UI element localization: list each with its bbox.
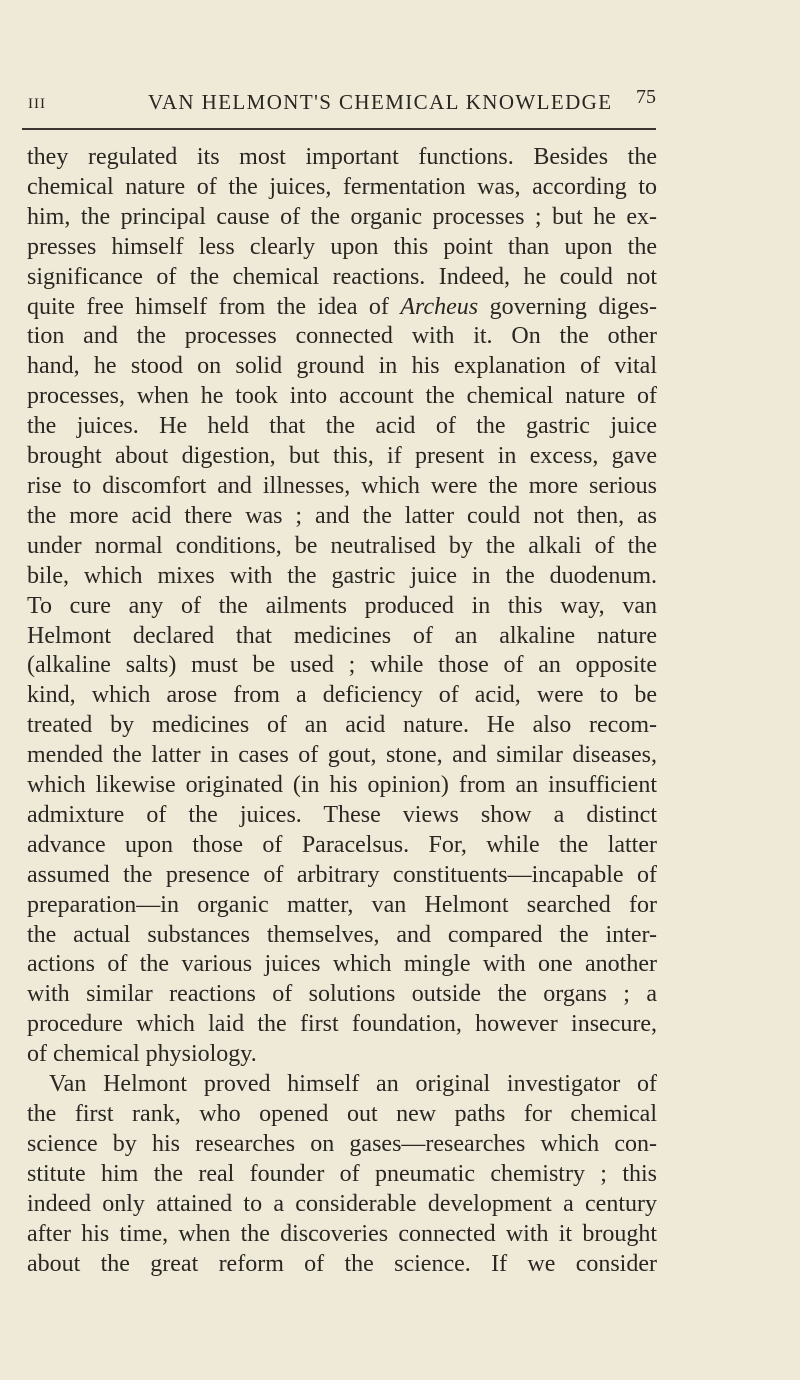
page-number: 75 — [636, 86, 656, 108]
text-line: To cure any of the ailments produced in this way, van — [27, 592, 657, 619]
text-line: advance upon those of Paracelsus. For, while the latter — [27, 831, 657, 858]
chapter-number: III — [28, 96, 46, 112]
text-line: actions of the various juices which mingle with one another — [27, 951, 657, 978]
italic-term-archeus: Archeus — [400, 293, 479, 320]
text-line: with similar reactions of solutions outside the organs ; a — [27, 981, 657, 1008]
header-rule — [22, 128, 656, 130]
text-line: preparation—in organic matter, van Helmont searched for — [27, 891, 657, 918]
text-line: science by his researches on gases—researches which con- — [27, 1130, 657, 1157]
text-line: stitute him the real founder of pneumatic chemistry ; this — [27, 1160, 657, 1187]
text-line: mended the latter in cases of gout, stone, and similar diseases, — [27, 742, 657, 769]
text-line: brought about digestion, but this, if present in excess, gave — [27, 443, 657, 470]
text-line: significance of the chemical reactions. Indeed, he could not — [27, 263, 657, 290]
text-fragment: governing diges- — [478, 293, 658, 320]
text-line: after his time, when the discoveries connected with it brought — [27, 1220, 657, 1247]
body-text — [27, 143, 657, 1279]
text-line — [27, 293, 657, 323]
running-head-title: VAN HELMONT'S CHEMICAL KNOWLEDGE — [148, 90, 613, 114]
running-head — [28, 86, 656, 120]
text-line: Helmont declared that medicines of an alkaline nature — [27, 622, 657, 649]
text-line: they regulated its most important functions. Besides the — [27, 144, 657, 170]
text-line: assumed the presence of arbitrary constituents—incapable of — [27, 861, 657, 888]
text-line: hand, he stood on solid ground in his explanation of vital — [27, 353, 657, 380]
text-line: bile, which mixes with the gastric juice in the duodenum. — [27, 562, 657, 589]
text-line: of chemical physiology. — [27, 1041, 257, 1068]
text-line: about the great reform of the science. If we consider — [27, 1250, 657, 1277]
text-line: chemical nature of the juices, fermentation was, according to — [27, 173, 657, 200]
text-line: him, the principal cause of the organic processes ; but he ex- — [27, 203, 657, 230]
text-line: rise to discomfort and illnesses, which were the more serious — [27, 472, 657, 499]
text-line: treated by medicines of an acid nature. He also recom- — [27, 712, 657, 739]
text-line: procedure which laid the first foundation, however insecure, — [27, 1011, 657, 1038]
text-line: tion and the processes connected with it. On the other — [27, 323, 657, 350]
text-line: which likewise originated (in his opinion) from an insufficient — [27, 772, 657, 799]
text-line: the actual substances themselves, and compared the inter- — [27, 921, 657, 948]
text-line: indeed only attained to a considerable development a century — [27, 1190, 657, 1217]
text-line: the juices. He held that the acid of the gastric juice — [27, 413, 657, 440]
text-line: (alkaline salts) must be used ; while those of an opposite — [27, 652, 657, 679]
text-line: processes, when he took into account the chemical nature of — [27, 383, 657, 410]
text-line: the first rank, who opened out new paths for chemical — [27, 1101, 657, 1127]
text-fragment: quite free himself from the idea of — [27, 293, 401, 320]
text-line: the more acid there was ; and the latter could not then, as — [27, 502, 657, 529]
text-line: under normal conditions, be neutralised by the alkali of the — [27, 532, 657, 559]
text-line: presses himself less clearly upon this point than upon the — [27, 233, 657, 260]
text-line: admixture of the juices. These views show a distinct — [27, 801, 657, 828]
text-line: Van Helmont proved himself an original investigator of — [49, 1071, 657, 1098]
text-line: kind, which arose from a deficiency of acid, were to be — [27, 682, 657, 709]
